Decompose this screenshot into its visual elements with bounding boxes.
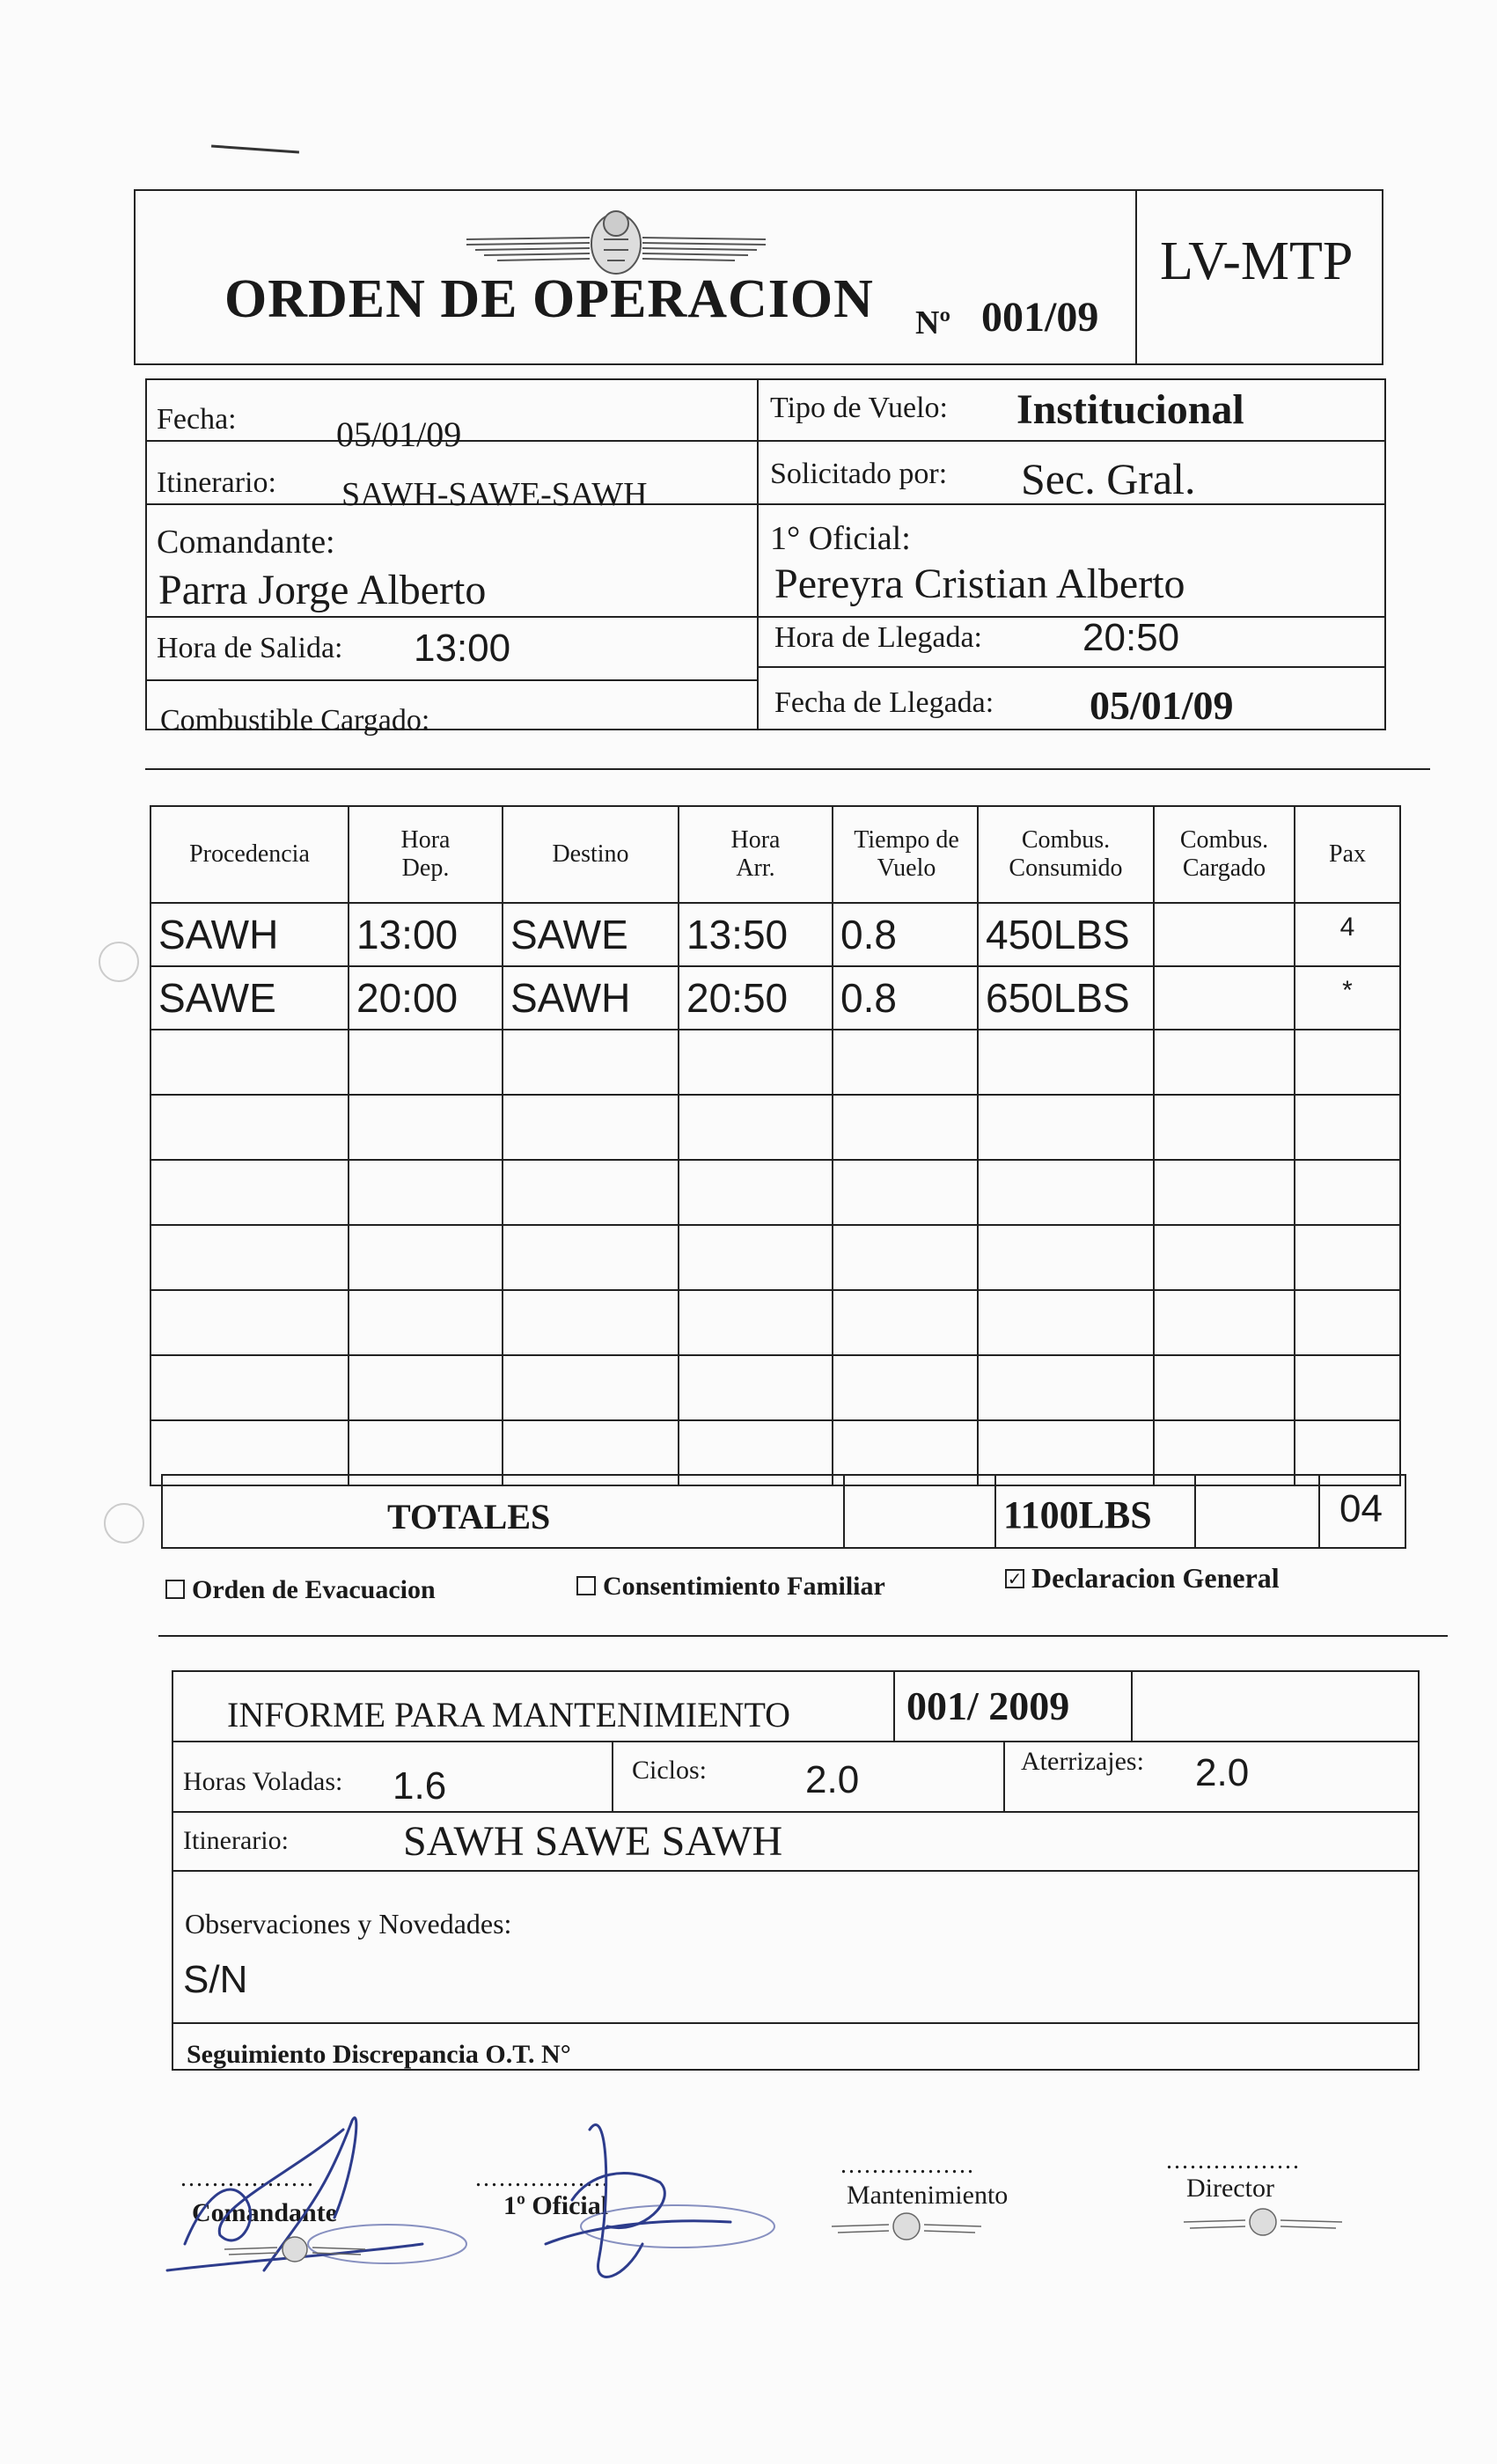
- totals-fuel: 1100LBS: [1003, 1493, 1152, 1536]
- empty-cell[interactable]: [1154, 1290, 1295, 1355]
- cell-pax: 4: [1295, 903, 1400, 966]
- combustible-label: Combustible Cargado:: [160, 704, 430, 737]
- empty-cell[interactable]: [1154, 1095, 1295, 1160]
- signature-mantenimiento: Mantenimiento: [847, 2181, 1009, 2210]
- col-hora-arr-label: Hora Arr.: [730, 826, 781, 882]
- stamp-emblem-icon: [1179, 2204, 1347, 2240]
- totals-divider: [843, 1474, 845, 1549]
- ciclos-value: 2.0: [805, 1758, 860, 1801]
- empty-cell[interactable]: [679, 1290, 833, 1355]
- info-row-line: [145, 440, 1386, 442]
- col-tiempo-vuelo: [833, 806, 978, 903]
- maint-divider: [1131, 1670, 1133, 1741]
- seguimiento-label: Seguimiento Discrepancia O.T. N°: [187, 2040, 571, 2069]
- col-combus-consumido-label: Combus. Consumido: [1009, 826, 1123, 882]
- table-row: [150, 1290, 1400, 1355]
- fecha-llegada-value: 05/01/09: [1090, 683, 1234, 728]
- itinerario-value: SAWH-SAWE-SAWH: [341, 476, 648, 513]
- cell-destino: SAWE: [503, 903, 679, 966]
- empty-cell[interactable]: [150, 1290, 349, 1355]
- aterrizajes-value: 2.0: [1195, 1751, 1250, 1794]
- punch-hole-mark: [104, 1503, 144, 1544]
- table-row: [150, 966, 1400, 1030]
- page-title: ORDEN DE OPERACION: [224, 269, 874, 329]
- signature-oficial: 1º Oficial: [503, 2191, 609, 2220]
- cell-hora-arr: 13:50: [679, 903, 833, 966]
- signature-line: .................: [1166, 2147, 1301, 2174]
- empty-cell[interactable]: [978, 1355, 1154, 1420]
- check-evacuacion[interactable]: [165, 1575, 436, 1605]
- empty-cell[interactable]: [1154, 1225, 1295, 1290]
- empty-cell[interactable]: [349, 1095, 503, 1160]
- table-row: [150, 1160, 1400, 1225]
- totals-row: [161, 1474, 1406, 1549]
- comandante-label: Comandante:: [157, 524, 335, 561]
- col-combus-cargado: [1154, 806, 1295, 903]
- empty-cell[interactable]: [503, 1030, 679, 1095]
- fecha-llegada-label: Fecha de Llegada:: [774, 686, 994, 719]
- hora-salida-value: 13:00: [414, 627, 511, 670]
- table-row: [150, 1095, 1400, 1160]
- empty-cell[interactable]: [1154, 1030, 1295, 1095]
- signature-line: .................: [180, 2165, 315, 2192]
- empty-cell[interactable]: [978, 1290, 1154, 1355]
- info-row-line: [145, 679, 757, 681]
- info-divider: [757, 378, 759, 730]
- col-procedencia: Procedencia: [150, 806, 349, 903]
- empty-cell[interactable]: [833, 1355, 978, 1420]
- cell-combus-consumido: 450LBS: [978, 903, 1154, 966]
- observaciones-value: S/N: [183, 1958, 248, 2001]
- cell-hora-dep: 13:00: [349, 903, 503, 966]
- oficial-label: 1° Oficial:: [770, 520, 911, 557]
- empty-cell[interactable]: [150, 1355, 349, 1420]
- check-declaracion-label: Declaracion General: [1031, 1562, 1280, 1594]
- oficial-value: Pereyra Cristian Alberto: [774, 561, 1185, 607]
- empty-cell[interactable]: [679, 1030, 833, 1095]
- col-pax: Pax: [1295, 806, 1400, 903]
- check-consentimiento-label: Consentimiento Familiar: [603, 1572, 885, 1601]
- empty-cell[interactable]: [1295, 1030, 1400, 1095]
- empty-cell[interactable]: [503, 1225, 679, 1290]
- aterrizajes-label: Aterrizajes:: [1021, 1747, 1144, 1776]
- cell-hora-dep: 20:00: [349, 966, 503, 1030]
- empty-cell[interactable]: [503, 1095, 679, 1160]
- punch-hole-mark: [99, 942, 139, 982]
- signature-director: Director: [1186, 2174, 1274, 2203]
- empty-cell[interactable]: [150, 1095, 349, 1160]
- maint-row-line: [172, 1741, 1420, 1742]
- observaciones-label: Observaciones y Novedades:: [185, 1908, 512, 1940]
- totals-divider: [1318, 1474, 1320, 1549]
- empty-cell[interactable]: [978, 1160, 1154, 1225]
- order-number: 001/09: [981, 294, 1099, 341]
- info-row-line: [145, 503, 1386, 505]
- cell-tiempo-vuelo: 0.8: [833, 966, 978, 1030]
- totals-divider: [994, 1474, 996, 1549]
- empty-cell[interactable]: [349, 1355, 503, 1420]
- tipo-vuelo-label: Tipo de Vuelo:: [770, 392, 948, 424]
- empty-cell[interactable]: [833, 1160, 978, 1225]
- horas-voladas-label: Horas Voladas:: [183, 1767, 343, 1796]
- maint-itinerario-label: Itinerario:: [183, 1826, 289, 1855]
- empty-cell[interactable]: [349, 1030, 503, 1095]
- info-row-line: [145, 616, 1386, 618]
- hora-llegada-value: 20:50: [1082, 616, 1180, 659]
- empty-cell[interactable]: [150, 1030, 349, 1095]
- empty-cell[interactable]: [978, 1030, 1154, 1095]
- col-combus-consumido: [978, 806, 1154, 903]
- cell-destino: SAWH: [503, 966, 679, 1030]
- check-evacuacion-label: Orden de Evacuacion: [192, 1575, 436, 1604]
- solicitado-label: Solicitado por:: [770, 458, 948, 490]
- empty-cell[interactable]: [150, 1160, 349, 1225]
- itinerario-label: Itinerario:: [157, 466, 276, 499]
- cell-procedencia: SAWE: [150, 966, 349, 1030]
- empty-cell[interactable]: [833, 1290, 978, 1355]
- flight-table-header: [150, 806, 1400, 903]
- maint-itinerario-value: SAWH SAWE SAWH: [403, 1818, 783, 1865]
- handwritten-signature-icon: [132, 2068, 924, 2323]
- maint-divider: [893, 1670, 895, 1741]
- col-hora-dep: [349, 806, 503, 903]
- col-hora-dep-label: Hora Dep.: [400, 826, 451, 882]
- empty-cell[interactable]: [503, 1290, 679, 1355]
- empty-cell[interactable]: [1295, 1290, 1400, 1355]
- cell-tiempo-vuelo: 0.8: [833, 903, 978, 966]
- signature-comandante: Comandante: [192, 2198, 338, 2227]
- stamp-emblem-icon: [827, 2209, 986, 2244]
- empty-cell[interactable]: [679, 1355, 833, 1420]
- fecha-value: 05/01/09: [336, 414, 462, 454]
- empty-cell[interactable]: [1295, 1225, 1400, 1290]
- check-consentimiento[interactable]: [576, 1572, 885, 1602]
- checkmark-icon[interactable]: ✓: [1005, 1569, 1024, 1588]
- totals-divider: [1194, 1474, 1196, 1549]
- horas-voladas-value: 1.6: [393, 1764, 447, 1808]
- maintenance-title: INFORME PARA MANTENIMIENTO: [227, 1695, 791, 1734]
- maint-row-line: [172, 1811, 1420, 1813]
- empty-cell[interactable]: [978, 1095, 1154, 1160]
- maint-row-line: [172, 1870, 1420, 1872]
- scan-mark: [211, 145, 299, 154]
- section-separator: [145, 768, 1430, 770]
- cell-combus-cargado: [1154, 966, 1295, 1030]
- aircraft-registration: LV-MTP: [1160, 231, 1354, 291]
- table-row: [150, 1355, 1400, 1420]
- cell-pax: *: [1295, 966, 1400, 1030]
- col-combus-cargado-label: Combus. Cargado: [1179, 826, 1269, 882]
- signature-line: .................: [840, 2152, 975, 2179]
- maintenance-number: 001/ 2009: [906, 1683, 1070, 1728]
- table-row: [150, 1225, 1400, 1290]
- cell-hora-arr: 20:50: [679, 966, 833, 1030]
- section-separator: [158, 1635, 1448, 1637]
- cell-combus-consumido: 650LBS: [978, 966, 1154, 1030]
- empty-cell[interactable]: [503, 1355, 679, 1420]
- flight-table: [150, 805, 1401, 1486]
- cell-procedencia: SAWH: [150, 903, 349, 966]
- hora-salida-label: Hora de Salida:: [157, 632, 343, 664]
- maint-divider: [1003, 1741, 1005, 1811]
- empty-cell[interactable]: [679, 1095, 833, 1160]
- header-divider: [1135, 189, 1137, 365]
- empty-cell[interactable]: [349, 1225, 503, 1290]
- checkbox-icon[interactable]: [576, 1576, 596, 1595]
- empty-cell[interactable]: [1295, 1095, 1400, 1160]
- check-declaracion[interactable]: [1005, 1562, 1280, 1595]
- col-destino: Destino: [503, 806, 679, 903]
- empty-cell[interactable]: [1295, 1355, 1400, 1420]
- empty-cell[interactable]: [978, 1225, 1154, 1290]
- order-number-label: Nº: [915, 304, 950, 341]
- empty-cell[interactable]: [833, 1030, 978, 1095]
- cell-combus-cargado: [1154, 903, 1295, 966]
- tipo-vuelo-value: Institucional: [1016, 386, 1244, 433]
- empty-cell[interactable]: [833, 1225, 978, 1290]
- checkbox-icon[interactable]: [165, 1580, 185, 1599]
- maint-row-line: [172, 2022, 1420, 2024]
- signature-line: .................: [475, 2165, 610, 2192]
- col-hora-arr: [679, 806, 833, 903]
- table-row: [150, 1030, 1400, 1095]
- solicitado-value: Sec. Gral.: [1021, 454, 1196, 503]
- empty-cell[interactable]: [833, 1095, 978, 1160]
- empty-cell[interactable]: [679, 1225, 833, 1290]
- info-row-line: [757, 666, 1386, 668]
- table-row: [150, 903, 1400, 966]
- empty-cell[interactable]: [349, 1160, 503, 1225]
- comandante-value: Parra Jorge Alberto: [158, 567, 487, 613]
- maint-divider: [612, 1741, 613, 1811]
- empty-cell[interactable]: [1295, 1160, 1400, 1225]
- col-tiempo-vuelo-label: Tiempo de Vuelo: [854, 826, 959, 882]
- fecha-label: Fecha:: [157, 403, 237, 436]
- stamp-emblem-icon: [220, 2233, 370, 2265]
- empty-cell[interactable]: [150, 1225, 349, 1290]
- ciclos-label: Ciclos:: [632, 1756, 708, 1785]
- empty-cell[interactable]: [679, 1160, 833, 1225]
- totals-pax: 04: [1339, 1487, 1383, 1530]
- empty-cell[interactable]: [503, 1160, 679, 1225]
- totals-label: TOTALES: [387, 1497, 551, 1536]
- empty-cell[interactable]: [1154, 1160, 1295, 1225]
- empty-cell[interactable]: [349, 1290, 503, 1355]
- empty-cell[interactable]: [1154, 1355, 1295, 1420]
- hora-llegada-label: Hora de Llegada:: [774, 621, 982, 654]
